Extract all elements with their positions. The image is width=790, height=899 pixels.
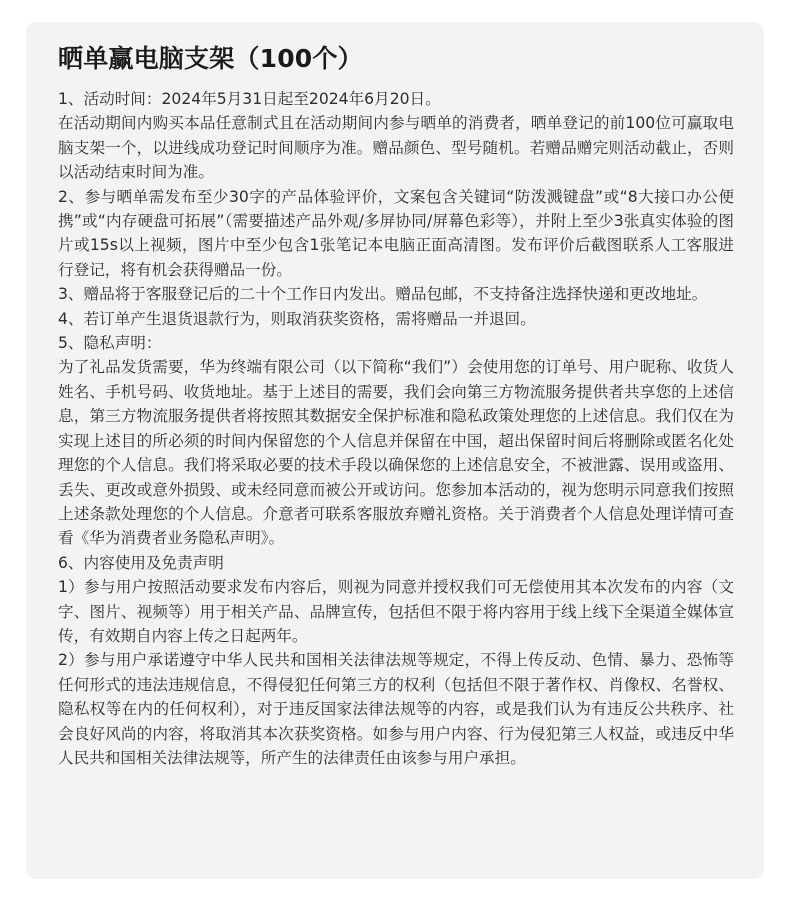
page-title: 晒单赢电脑支架（100个）	[58, 44, 363, 73]
rules-body	[58, 87, 734, 770]
activity-time: 1、活动时间：2024年5月31日起至2024年6月20日。	[58, 90, 441, 108]
rules-card	[26, 22, 764, 879]
refund-paragraph: 4、若订单产生退货退款行为，则取消获奖资格，需将赠品一并退回。	[58, 309, 536, 328]
privacy-paragraph: 为了礼品发货需要，华为终端有限公司（以下简称“我们”）会使用您的订单号、用户昵称、收货人姓名、手机号码、收货地址。基于上述目的需要，我们会向第三方物流服务提供者共享您的上述信息，第三方物流服务提供者将按照其数据安全保护标准和隐私政策处理您的上述信息。我们仅在为实现上述目的所必须的时间内保留您的个人信息并保留在中国，超出保留时间后将删除或匿名化处理您的个人信息。我们将采取必要的技术手段以确保您的上述信息安全，不被泄露、误用或盗用、丢失、更改或意外损毁、或未经同意而被公开或访问。您参加本活动的，视为您明示同意我们按照上述条款处理您的个人信息。介意者可联系客服放弃赠礼资格。关于消费者个人信息处理详情可查看《华为消费者业务隐私声明》。	[58, 358, 734, 548]
content-usage-heading: 6、内容使用及免责声明	[58, 553, 224, 572]
privacy-heading: 5、隐私声明：	[58, 334, 162, 353]
eligibility-paragraph: 在活动期间内购买本品任意制式且在活动期间内参与晒单的消费者，晒单登记的前100位可赢取电脑支架一个，以进线成功登记时间顺序为准。赠品颜色、型号随机。若赠品赠完则活动截止，否则以活动结束时间为准。	[58, 114, 734, 182]
review-requirement-paragraph: 2、参与晒单需发布至少30字的产品体验评价，文案包含关键词“防泼溅键盘”或“8大接口办公便携”或“内存硬盘可拓展”（需要描述产品外观/多屏协同/屏幕色彩等），并附上至少3张真实体验的图片或15s以上视频，图片中至少包含1张笔记本电脑正面高清图。发布评价后截图联系人工客服进行登记，将有机会获得赠品一份。	[58, 187, 734, 279]
shipping-paragraph: 3、赠品将于客服登记后的二十个工作日内发出。赠品包邮，不支持备注选择快递和更改地址。	[58, 285, 708, 304]
content-usage-paragraph-2: 2）参与用户承诺遵守中华人民共和国相关法律法规等规定，不得上传反动、色情、暴力、恐怖等任何形式的违法违规信息，不得侵犯任何第三方的权利（包括但不限于著作权、肖像权、名誉权、隐私权等在内的任何权利），对于违反国家法律法规等的内容，或是我们认为有违反公共秩序、社会良好风尚的内容，将取消其本次获奖资格。如参与用户内容、行为侵犯第三人权益，或违反中华人民共和国相关法律法规等，所产生的法律责任由该参与用户承担。	[58, 651, 734, 767]
content-usage-paragraph-1: 1）参与用户按照活动要求发布内容后，则视为同意并授权我们可无偿使用其本次发布的内容（文字、图片、视频等）用于相关产品、品牌宣传，包括但不限于将内容用于线上线下全渠道全媒体宣传，有效期自内容上传之日起两年。	[58, 578, 734, 645]
